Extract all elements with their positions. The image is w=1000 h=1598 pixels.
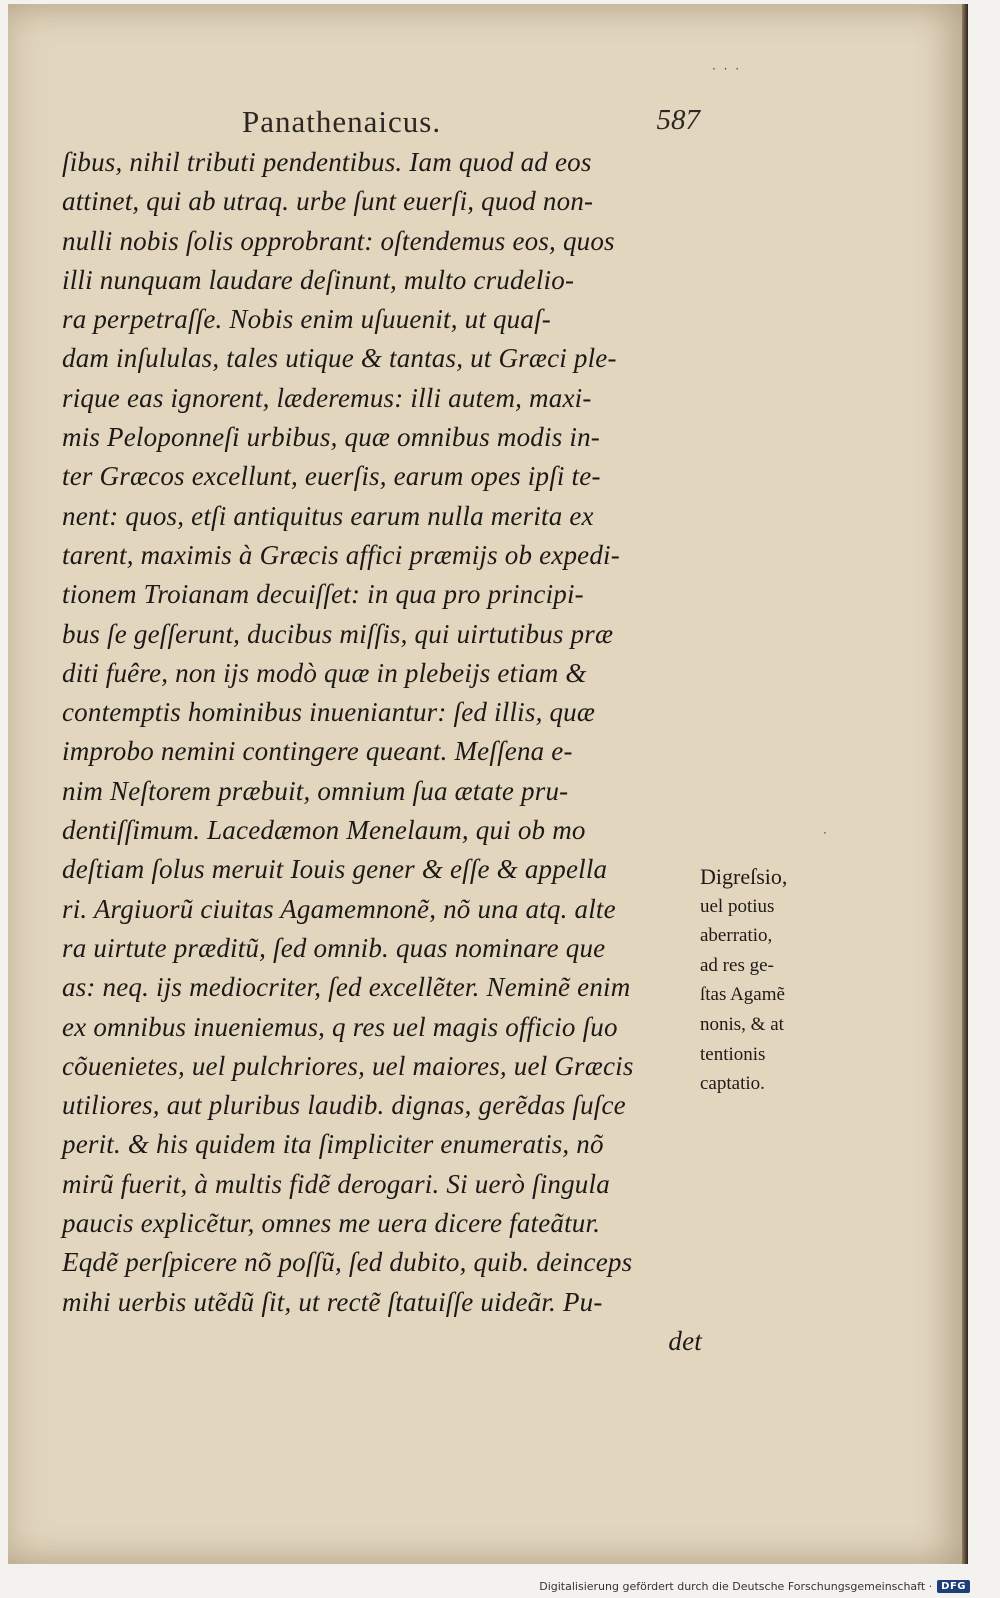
margin-note-line: ſtas Agamẽ [700,984,785,1006]
text-line: paucis explicẽtur, omnes me uera dicere fateãtur. [62,1208,601,1239]
text-line: ter Græcos excellunt, euerſis, earum opes ipſi te- [62,461,601,492]
funding-credit: Digitalisierung gefördert durch die Deutsche Forschungsgemeinschaft · [539,1579,933,1593]
text-line: perit. & his quidem ita ſimpliciter enumeratis, nõ [62,1129,604,1160]
running-head: Panathenaicus. [242,104,442,139]
text-line: rique eas ignorent, læderemus: illi autem, maxi- [62,382,592,413]
text-line: mirũ fuerit, à multis fidẽ derogari. Si uerò ſingula [62,1168,610,1199]
text-line: deſtiam ſolus meruit Iouis gener & eſſe & appella [62,854,608,885]
text-line: illi nunquam laudare deſinunt, multo crudelio- [62,264,575,295]
margin-note-line: Digreſsio, [700,864,788,889]
text-line: mis Peloponneſi urbibus, quæ omnibus modis in- [62,422,600,453]
catchword: det [668,1325,702,1356]
text-line: contemptis hominibus inueniantur: ſed illis, quæ [62,697,596,728]
margin-note-line: nonis, & at [700,1013,784,1035]
text-line: nent: quos, etſi antiquitus earum nulla merita ex [62,500,594,531]
dfg-logo: DFG [937,1580,970,1593]
text-line: diti fuêre, non ijs modò quæ in plebeijs etiam & [62,657,587,688]
text-line: ri. Argiuorũ ciuitas Agamemnonẽ, nõ una atq. alte [62,893,616,924]
digitization-footer [539,1577,970,1595]
text-line: attinet, qui ab utraq. urbe ſunt euerſi, quod non- [62,186,594,217]
text-line: ra perpetraſſe. Nobis enim uſuuenit, ut quaſ- [62,304,551,335]
text-line: dentiſſimum. Lacedæmon Menelaum, qui ob mo [62,815,586,846]
margin-note-line: tentionis [700,1043,766,1065]
text-line: nulli nobis ſolis opprobrant: oſtendemus eos, quos [62,225,615,256]
text-line: Eqdẽ perſpicere nõ poſſũ, ſed dubito, quib. deinceps [62,1247,633,1278]
margin-note-line: uel potius [700,895,775,917]
page-edge-shadow [962,4,968,1564]
text-line: bus ſe geſſerunt, ducibus miſſis, qui uirtutibus præ [62,618,614,649]
text-line: ex omnibus inueniemus, q res uel magis officio ſuo [62,1011,618,1042]
text-line: mihi uerbis utẽdũ ſit, ut rectẽ ſtatuiſſe uideãr. Pu- [62,1286,603,1317]
text-line: improbo nemini contingere queant. Meſſena e- [62,736,573,767]
ink-speck-margin: · [823,826,827,840]
text-line: tionem Troianam decuiſſet: in qua pro principi- [62,579,584,610]
text-line: tarent, maximis à Græcis affici præmijs ob expedi- [62,539,620,570]
text-line: dam inſululas, tales utique & tantas, ut Græci ple- [62,343,617,374]
text-line: as: neq. ijs mediocriter, ſed excellẽter. Neminẽ enim [62,972,631,1003]
margin-note-line: ad res ge- [700,954,774,976]
text-line: ſibus, nihil tributi pendentibus. Iam quod ad eos [62,147,592,177]
text-line: nim Neſtorem præbuit, omnium ſua ætate pru- [62,775,569,806]
page-header [60,104,700,144]
text-line: cõuenietes, uel pulchriores, uel maiores, uel Græcis [62,1050,634,1081]
margin-note [700,862,825,1099]
margin-note-line: aberratio, [700,925,773,947]
body-text [62,143,702,1361]
text-line: ra uirtute præditũ, ſed omnib. quas nominare que [62,932,606,963]
margin-note-line: captatio. [700,1073,765,1095]
ink-speck-top: · · · [712,62,742,76]
page-number: 587 [656,104,700,136]
text-line: utiliores, aut pluribus laudib. dignas, gerẽdas ſuſce [62,1090,626,1121]
